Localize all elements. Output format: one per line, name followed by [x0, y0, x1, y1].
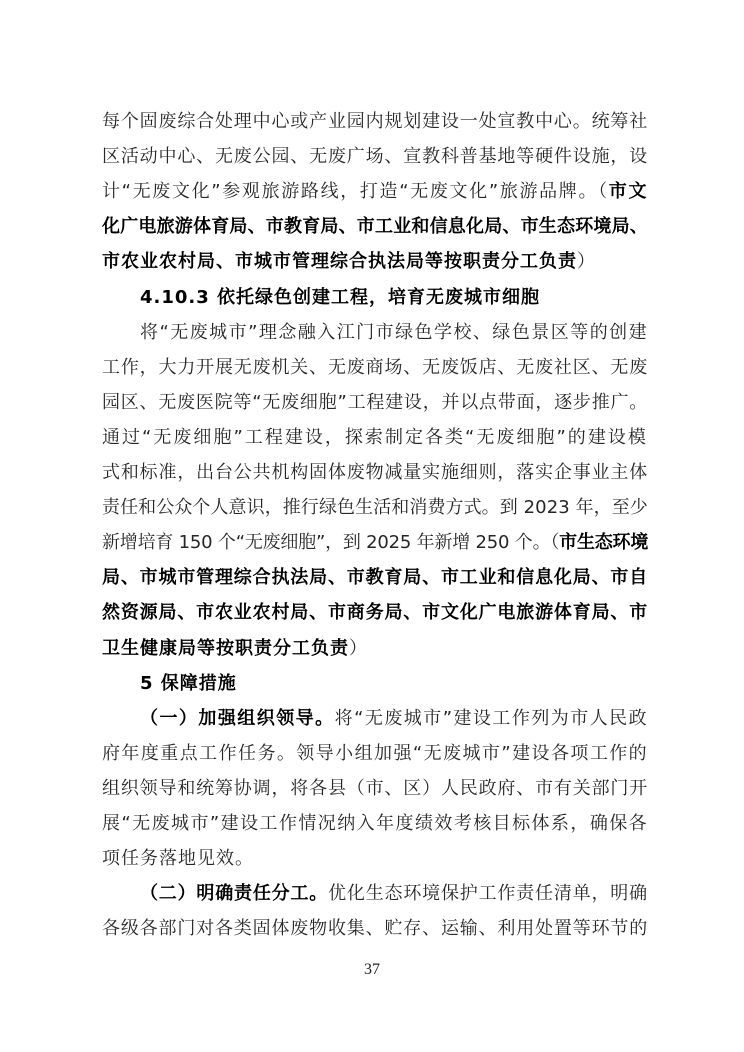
body-text: 新增培育 150 个“无废细胞”，到 2025 年新增 250 个。（	[102, 532, 560, 554]
body-text: 组织领导和统筹协调，将各县（市、区）人民政府、市有关部门开	[102, 777, 649, 799]
heading-line	[140, 669, 237, 699]
body-text: ）	[349, 637, 368, 659]
body-text: 将“无废城市”建设工作列为市人民政	[334, 707, 649, 729]
bold-text: 市农业农村局、市城市管理综合执法局等按职责分工负责	[102, 251, 577, 273]
bold-text: 市生态环境	[559, 532, 649, 554]
bold-text: 局、市城市管理综合执法局、市教育局、市工业和信息化局、市自	[102, 567, 649, 589]
body-text: 将“无废城市”理念融入江门市绿色学校、绿色景区等的创建	[140, 321, 649, 343]
text-line	[140, 704, 648, 734]
text-line	[102, 458, 648, 488]
body-text: 项任务落地见效。	[102, 848, 254, 870]
text-line	[102, 914, 648, 944]
text-line	[102, 774, 648, 804]
text-line	[102, 563, 648, 593]
text-line	[102, 142, 648, 172]
body-text: 展“无废城市”建设工作情况纳入年度绩效考核目标体系，确保各	[102, 813, 649, 834]
text-line	[102, 423, 648, 453]
page-number: 37	[364, 961, 380, 978]
bold-text: 市文	[608, 181, 649, 203]
bold-text: （一）加强组织领导。	[140, 707, 335, 729]
body-text: 通过“无废细胞”工程建设，探索制定各类“无废细胞”的建设模	[102, 426, 648, 448]
heading-line	[140, 283, 540, 313]
body-text: 5 保障措施	[140, 672, 237, 694]
text-line	[102, 212, 648, 242]
text-line	[102, 739, 648, 769]
text-line	[102, 353, 648, 383]
text-line	[102, 634, 368, 664]
text-line	[102, 388, 648, 418]
text-line	[102, 493, 648, 523]
text-line	[102, 598, 648, 628]
text-line	[102, 809, 648, 839]
text-line	[102, 528, 648, 558]
text-line	[102, 844, 254, 874]
body-text: 式和标准，出台公共机构固体废物减量实施细则，落实企事业主体	[102, 462, 649, 483]
text-line	[102, 247, 596, 277]
body-text: 府年度重点工作任务。领导小组加强“无废城市”建设各项工作的	[102, 742, 649, 764]
text-line	[102, 107, 648, 137]
body-text: 4.10.3 依托绿色创建工程，培育无废城市细胞	[140, 286, 541, 308]
body-text: 工作，大力开展无废机关、无废商场、无废饭店、无废社区、无废	[102, 356, 649, 378]
body-text: 每个固废综合处理中心或产业园内规划建设一处宣教中心。统筹社	[102, 111, 649, 132]
bold-text: 卫生健康局等按职责分工负责	[102, 637, 349, 659]
text-line	[140, 879, 648, 909]
body-text: 优化生态环境保护工作责任清单，明确	[328, 883, 648, 905]
body-text: 责任和公众个人意识，推行绿色生活和消费方式。到 2023 年，至少	[102, 497, 648, 519]
bold-text: （二）明确责任分工。	[140, 883, 329, 905]
text-line	[102, 177, 648, 207]
body-text: 区活动中心、无废公园、无废广场、宣教科普基地等硬件设施，设	[102, 146, 649, 168]
body-text: 计“无废文化”参观旅游路线，打造“无废文化”旅游品牌。（	[102, 181, 609, 203]
bold-text: 化广电旅游体育局、市教育局、市工业和信息化局、市生态环境局、	[102, 216, 648, 238]
bold-text: 然资源局、市农业农村局、市商务局、市文化广电旅游体育局、市	[102, 602, 649, 624]
body-text: 各级各部门对各类固体废物收集、贮存、运输、利用处置等环节的	[102, 918, 649, 940]
text-line	[140, 318, 648, 348]
body-text: 园区、无废医院等“无废细胞”工程建设，并以点带面，逐步推广。	[102, 391, 649, 413]
body-text: ）	[577, 251, 596, 273]
